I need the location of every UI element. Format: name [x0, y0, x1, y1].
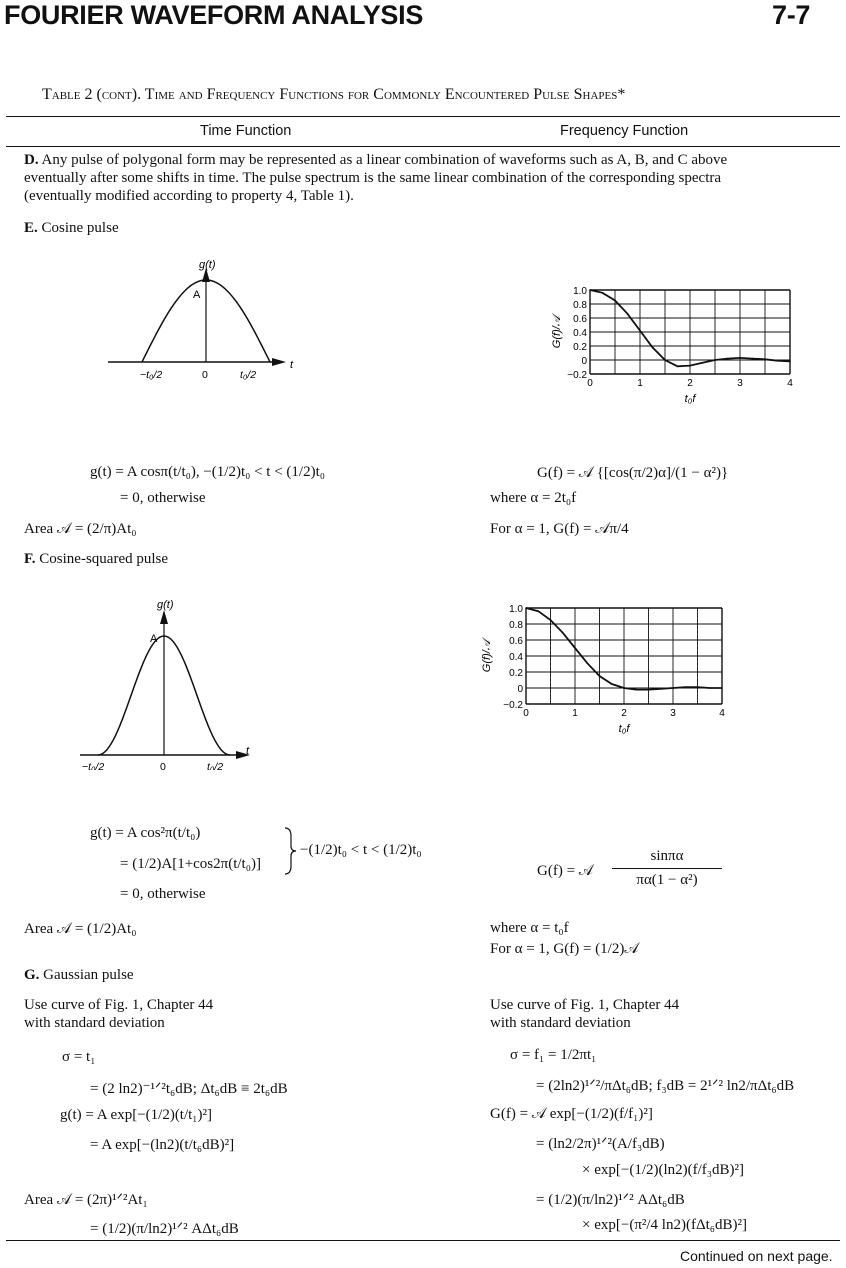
- data-point: [689, 365, 691, 367]
- data-point: [714, 359, 716, 361]
- y-tick-label: 0.8: [573, 300, 587, 311]
- y-tick-label: 1.0: [509, 604, 523, 615]
- top-rule: [6, 116, 840, 117]
- section-f-label: F.: [24, 551, 36, 567]
- x-tick-label: 2: [687, 378, 693, 389]
- data-point: [677, 366, 679, 368]
- g-right-line2: with standard deviation: [490, 1015, 631, 1031]
- section-d: [24, 151, 824, 205]
- data-point: [727, 358, 729, 360]
- x-tick-label: 4: [787, 378, 793, 389]
- data-point: [789, 361, 791, 363]
- g-left-line6: = A exp[−(ln2)(t/t₆dB)²]: [90, 1137, 235, 1153]
- page-number: 7-7: [772, 0, 811, 30]
- col-header-frequency: Frequency Function: [560, 123, 689, 139]
- section-d-line1: Any pulse of polygonal form may be represented as a linear combination of waveforms such as A, B, and C above: [41, 152, 728, 168]
- left-half-width-label: −t₀/2: [82, 761, 105, 770]
- x-tick-label: 3: [737, 378, 743, 389]
- f-freq-lhs: G(f) = 𝒜: [537, 863, 593, 879]
- f-freq-denominator: πα(1 − α²): [636, 872, 698, 888]
- data-point: [562, 632, 564, 634]
- bottom-rule: [6, 1240, 840, 1241]
- right-half-width-label: t₀/2: [207, 761, 224, 770]
- x-axis-label: t₀f: [684, 393, 696, 405]
- amplitude-label: A: [150, 633, 158, 645]
- y-tick-label: 0.2: [573, 342, 587, 353]
- section-f-title: Cosine-squared pulse: [39, 551, 169, 567]
- y-axis-label: G(f)/𝒜: [481, 639, 493, 673]
- data-point: [764, 359, 766, 361]
- section-g-title: Gaussian pulse: [43, 967, 134, 983]
- y-tick-label: −0.2: [503, 700, 523, 711]
- section-e-label: E.: [24, 220, 38, 236]
- data-point: [684, 686, 686, 688]
- f-freq-numerator: sinπα: [650, 848, 684, 864]
- continued-note: Continued on next page.: [680, 1248, 833, 1264]
- data-point: [623, 687, 625, 689]
- y-tick-label: 0.2: [509, 668, 523, 679]
- cosine-squared-spectrum-chart: [476, 600, 746, 750]
- g-t-axis-label: g(t): [157, 599, 174, 611]
- data-point: [664, 359, 666, 361]
- e-area-eq: Area 𝒜 = (2/π)At₀: [24, 521, 137, 537]
- g-right-line3: σ = f₁ = 1/2πt₁: [510, 1047, 597, 1063]
- cosine-squared-pulse-graph: [60, 590, 280, 770]
- g-right-line5: G(f) = 𝒜 exp[−(1/2)(f/f₁)²]: [490, 1106, 653, 1122]
- left-half-width-label: −t₀/2: [140, 369, 163, 381]
- data-point: [574, 647, 576, 649]
- origin-label: 0: [160, 761, 166, 770]
- g-left-line7: Area 𝒜 = (2π)¹ᐟ²At₁: [24, 1192, 148, 1208]
- x-tick-label: 0: [587, 378, 593, 389]
- f-freq-eq2: where α = t₀f: [490, 920, 569, 936]
- data-point: [709, 687, 711, 689]
- y-tick-label: 0.4: [573, 328, 587, 339]
- data-point: [627, 313, 629, 315]
- right-half-width-label: t₀/2: [240, 369, 257, 381]
- e-freq-eq1: G(f) = 𝒜 {[cos(π/2)α]/(1 − α²)}: [537, 465, 729, 481]
- data-point: [602, 292, 604, 294]
- data-point: [589, 289, 591, 291]
- table-caption: Table 2 (cont). Time and Frequency Functions for Commonly Encountered Pulse Shapes*: [42, 86, 626, 103]
- t-axis-label: t: [290, 359, 294, 371]
- g-right-line9: × exp[−(π²/4 ln2)(fΔt₆dB)²]: [582, 1217, 747, 1233]
- y-tick-label: 0: [517, 684, 523, 695]
- g-right-line8: = (1/2)(π/ln2)¹ᐟ² AΔt₆dB: [536, 1192, 685, 1208]
- x-tick-label: 1: [637, 378, 643, 389]
- data-point: [777, 360, 779, 362]
- data-point: [721, 687, 723, 689]
- section-g-label: G.: [24, 967, 40, 983]
- y-tick-label: 0.4: [509, 652, 523, 663]
- amplitude-label: A: [193, 289, 201, 301]
- fraction-bar: [612, 868, 722, 869]
- t-axis-label: t: [246, 745, 250, 757]
- data-point: [648, 689, 650, 691]
- y-tick-label: 0: [581, 356, 587, 367]
- f-time-eq2: = (1/2)A[1+cos2π(t/t₀)]: [120, 856, 261, 872]
- y-tick-label: −0.2: [567, 370, 587, 381]
- data-point: [639, 330, 641, 332]
- g-right-line6: = (ln2/2π)¹ᐟ²(A/f₃dB): [536, 1136, 665, 1152]
- g-right-line4: = (2ln2)¹ᐟ²/πΔt₆dB; f₃dB = 2¹ᐟ² ln2/πΔt₆dB: [536, 1078, 795, 1094]
- col-header-time: Time Function: [200, 123, 292, 139]
- g-left-line5: g(t) = A exp[−(1/2)(t/t₁)²]: [60, 1107, 213, 1123]
- g-left-line8: = (1/2)(π/ln2)¹ᐟ² AΔt₆dB: [90, 1221, 239, 1237]
- e-time-eq1: g(t) = A cosπ(t/t₀), −(1/2)t₀ < t < (1/2)t₀: [90, 464, 325, 480]
- data-point: [611, 683, 613, 685]
- data-point: [525, 607, 527, 609]
- section-g-heading: [24, 966, 134, 984]
- section-e-title: Cosine pulse: [41, 220, 119, 236]
- e-freq-eq2: where α = 2t₀f: [490, 490, 577, 506]
- f-time-range: −(1/2)t₀ < t < (1/2)t₀: [300, 842, 422, 858]
- data-point: [635, 689, 637, 691]
- x-tick-label: 0: [523, 708, 529, 719]
- f-time-eq1: g(t) = A cos²π(t/t₀): [90, 825, 201, 841]
- y-tick-label: 1.0: [573, 286, 587, 297]
- data-point: [652, 347, 654, 349]
- g-right-line1: Use curve of Fig. 1, Chapter 44: [490, 997, 680, 1013]
- g-t-axis-label: g(t): [199, 259, 216, 271]
- origin-label: 0: [202, 369, 208, 381]
- cosine-pulse-spectrum-chart: [546, 280, 806, 410]
- data-point: [697, 686, 699, 688]
- data-point: [702, 362, 704, 364]
- g-left-line2: with standard deviation: [24, 1015, 165, 1031]
- x-tick-label: 1: [572, 708, 578, 719]
- data-point: [752, 358, 754, 360]
- y-tick-label: 0.6: [573, 314, 587, 325]
- g-right-line7: × exp[−(1/2)(ln2)(f/f₃dB)²]: [582, 1162, 745, 1178]
- section-d-line2: eventually after some shifts in time. The pulse spectrum is the same linear combination of the corresponding spectra: [24, 170, 722, 186]
- range-brace: [283, 826, 297, 876]
- data-point: [537, 610, 539, 612]
- section-e-heading: [24, 219, 119, 237]
- g-left-line1: Use curve of Fig. 1, Chapter 44: [24, 997, 214, 1013]
- data-point: [599, 675, 601, 677]
- y-axis-label: G(f)/𝒜: [551, 315, 563, 349]
- x-tick-label: 3: [670, 708, 676, 719]
- cosine-pulse-graph: [100, 250, 320, 390]
- f-freq-eq3: For α = 1, G(f) = (1/2)𝒜: [490, 941, 639, 957]
- y-tick-label: 0.8: [509, 620, 523, 631]
- data-point: [739, 357, 741, 359]
- y-tick-label: 0.6: [509, 636, 523, 647]
- section-d-label: D.: [24, 152, 39, 168]
- data-point: [550, 619, 552, 621]
- data-point: [672, 687, 674, 689]
- f-area-eq: Area 𝒜 = (1/2)At₀: [24, 921, 137, 937]
- x-tick-label: 4: [719, 708, 725, 719]
- x-axis-label: t₀f: [618, 723, 630, 735]
- section-f-heading: [24, 550, 168, 568]
- f-time-eq3: = 0, otherwise: [120, 886, 206, 902]
- data-point: [614, 300, 616, 302]
- g-left-line4: = (2 ln2)⁻¹ᐟ²t₆dB; Δt₆dB ≡ 2t₆dB: [90, 1081, 288, 1097]
- section-d-line3: (eventually modified according to property 4, Table 1).: [24, 188, 354, 204]
- e-freq-eq3: For α = 1, G(f) = 𝒜π/4: [490, 521, 629, 537]
- e-time-eq2: = 0, otherwise: [120, 490, 206, 506]
- running-head-title: FOURIER WAVEFORM ANALYSIS: [4, 0, 424, 30]
- x-tick-label: 2: [621, 708, 627, 719]
- data-point: [586, 662, 588, 664]
- data-point: [660, 688, 662, 690]
- g-left-line3: σ = t₁: [62, 1049, 96, 1065]
- header-rule: [6, 146, 840, 147]
